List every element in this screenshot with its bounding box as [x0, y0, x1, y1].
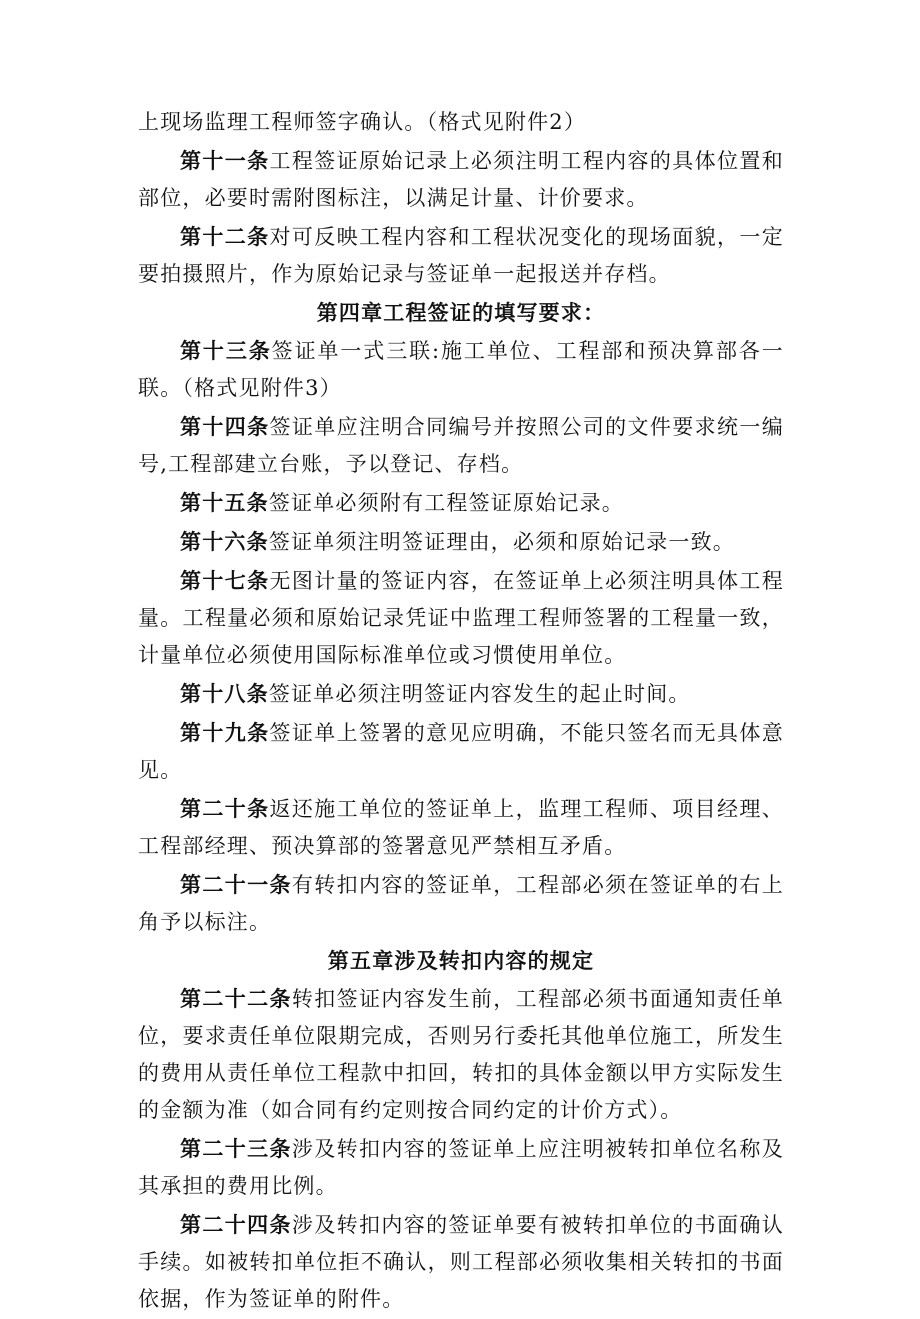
article-19 — [138, 714, 784, 789]
article-text: 签证单须注明签证理由，必须和原始记录一致。 — [268, 530, 736, 554]
article-18 — [138, 675, 784, 713]
article-text: 签证单必须附有工程签证原始记录。 — [268, 491, 625, 515]
article-text: 对可反映工程内容和工程状况变化的现场面貌，一定要拍摄照片，作为原始记录与签证单一起报送并存档。 — [138, 225, 784, 286]
article-15 — [138, 484, 784, 522]
article-14 — [138, 408, 784, 483]
article-13 — [138, 332, 784, 407]
article-text: 无图计量的签证内容，在签证单上必须注明具体工程量。工程量必须和原始记录凭证中监理工程师签署的工程量一致，计量单位必须使用国际标准单位或习惯使用单位。 — [138, 569, 784, 667]
article-text: 工程签证原始记录上必须注明工程内容的具体位置和部位，必要时需附图标注，以满足计量、计价要求。 — [138, 149, 784, 210]
article-label: 第二十条 — [180, 796, 270, 821]
article-label: 第十八条 — [180, 681, 269, 706]
article-label: 第十九条 — [180, 720, 270, 745]
article-text: 转扣签证内容发生前，工程部必须书面通知责任单位，要求责任单位限期完成，否则另行委托其他单位施工，所发生的费用从责任单位工程款中扣回，转扣的具体金额以甲方实际发生的金额为准（如合同有约定则按合同约定的计价方式）。 — [138, 987, 784, 1122]
article-text: 签证单一式三联:施工单位、工程部和预决算部各一联。（格式见附件3） — [138, 339, 784, 400]
article-21 — [138, 866, 784, 941]
article-label: 第二十一条 — [180, 872, 292, 897]
article-label: 第十四条 — [180, 414, 270, 439]
article-text: 涉及转扣内容的签证单上应注明被转扣单位名称及其承担的费用比例。 — [138, 1137, 784, 1198]
article-11 — [138, 142, 784, 217]
article-label: 第二十三条 — [180, 1136, 292, 1161]
article-text: 签证单上签署的意见应明确，不能只签名而无具体意见。 — [138, 721, 784, 782]
article-22 — [138, 980, 784, 1129]
article-16 — [138, 523, 784, 561]
article-text: 有转扣内容的签证单，工程部必须在签证单的右上角予以标注。 — [138, 873, 784, 934]
article-label: 第十五条 — [180, 490, 269, 515]
article-label: 第十二条 — [180, 224, 270, 249]
article-label: 第十三条 — [180, 338, 272, 363]
chapter-5-heading: 第五章涉及转扣内容的规定 — [327, 948, 595, 973]
article-label: 第二十二条 — [180, 986, 292, 1011]
document-page — [138, 104, 784, 1319]
article-text: 签证单应注明合同编号并按照公司的文件要求统一编号,工程部建立台账，予以登记、存档。 — [138, 415, 784, 476]
article-17 — [138, 562, 784, 674]
article-23 — [138, 1130, 784, 1205]
article-text: 签证单必须注明签证内容发生的起止时间。 — [268, 682, 691, 706]
article-label: 第十六条 — [180, 529, 269, 554]
article-text: 返还施工单位的签证单上，监理工程师、项目经理、工程部经理、预决算部的签署意见严禁相互矛盾。 — [138, 797, 784, 858]
continuation-paragraph: 上现场监理工程师签字确认。（格式见附件2） — [138, 110, 587, 134]
article-label: 第二十四条 — [180, 1212, 292, 1237]
article-text: 涉及转扣内容的签证单要有被转扣单位的书面确认手续。如被转扣单位拒不确认，则工程部必须收集相关转扣的书面依据，作为签证单的附件。 — [138, 1213, 784, 1311]
chapter-4-heading: 第四章工程签证的填写要求： — [316, 300, 606, 325]
article-12 — [138, 218, 784, 293]
article-label: 第十七条 — [180, 568, 270, 593]
article-20 — [138, 790, 784, 865]
article-label: 第十一条 — [180, 148, 270, 173]
article-24 — [138, 1206, 784, 1318]
